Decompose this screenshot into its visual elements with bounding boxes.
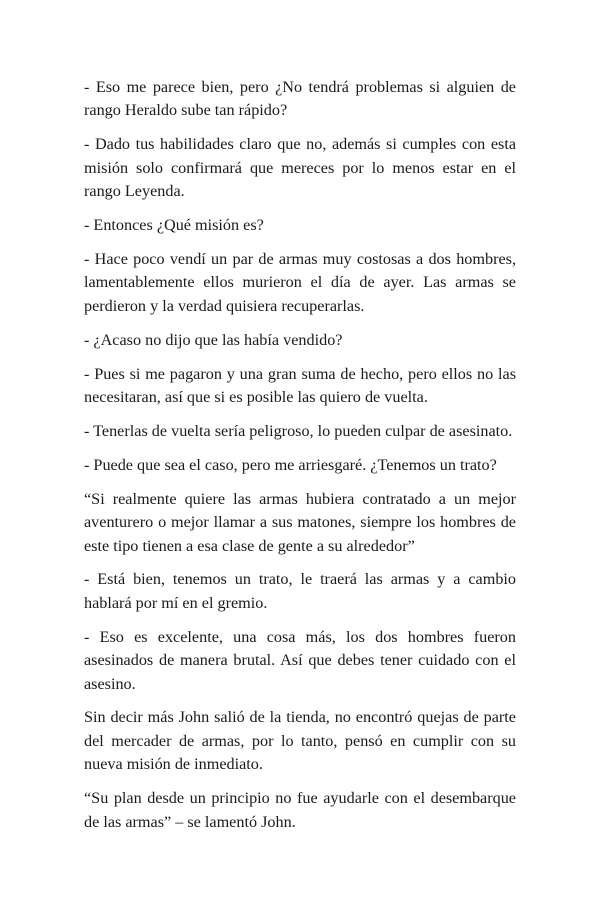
paragraph-10: - Está bien, tenemos un trato, le traerá las armas y a cambio hablará por mí en el gremio. [84,570,516,612]
paragraph-9: “Si realmente quiere las armas hubiera contratado a un mejor aventurero o mejor llamar a sus matones, siempre los hombres de este tipo tienen a esa clase de gente a su alrededor” [84,489,516,555]
paragraph-3: - Entonces ¿Qué misión es? [84,216,264,235]
paragraph-5: - ¿Acaso no dijo que las había vendido? [84,330,343,349]
paragraph-6: - Pues si me pagaron y una gran suma de hecho, pero ellos no las necesitaran, así que si es posible las quiero de vuelta. [84,364,516,406]
paragraph-13: “Su plan desde un principio no fue ayudarle con el desembarque de las armas” – se lamentó John. [84,789,516,831]
paragraph-11: - Eso es excelente, una cosa más, los dos hombres fueron asesinados de manera brutal. Así que debes tener cuidado con el asesino. [84,627,516,693]
paragraph-2: - Dado tus habilidades claro que no, además si cumples con esta misión solo confirmará que mereces por lo menos estar en el rango Leyenda. [84,135,516,201]
document-page [84,76,516,844]
paragraph-8: - Puede que sea el caso, pero me arriesgaré. ¿Tenemos un trato? [84,455,497,474]
paragraph-7: - Tenerlas de vuelta sería peligroso, lo pueden culpar de asesinato. [84,421,513,440]
paragraph-12: Sin decir más John salió de la tienda, no encontró quejas de parte del mercader de armas, por lo tanto, pensó en cumplir con su nueva misión de inmediato. [84,708,516,774]
paragraph-4: - Hace poco vendí un par de armas muy costosas a dos hombres, lamentablemente ellos murieron el día de ayer. Las armas se perdieron y la verdad quisiera recuperarlas. [84,249,516,315]
paragraph-1: - Eso me parece bien, pero ¿No tendrá problemas si alguien de rango Heraldo sube tan rápido? [84,78,516,120]
